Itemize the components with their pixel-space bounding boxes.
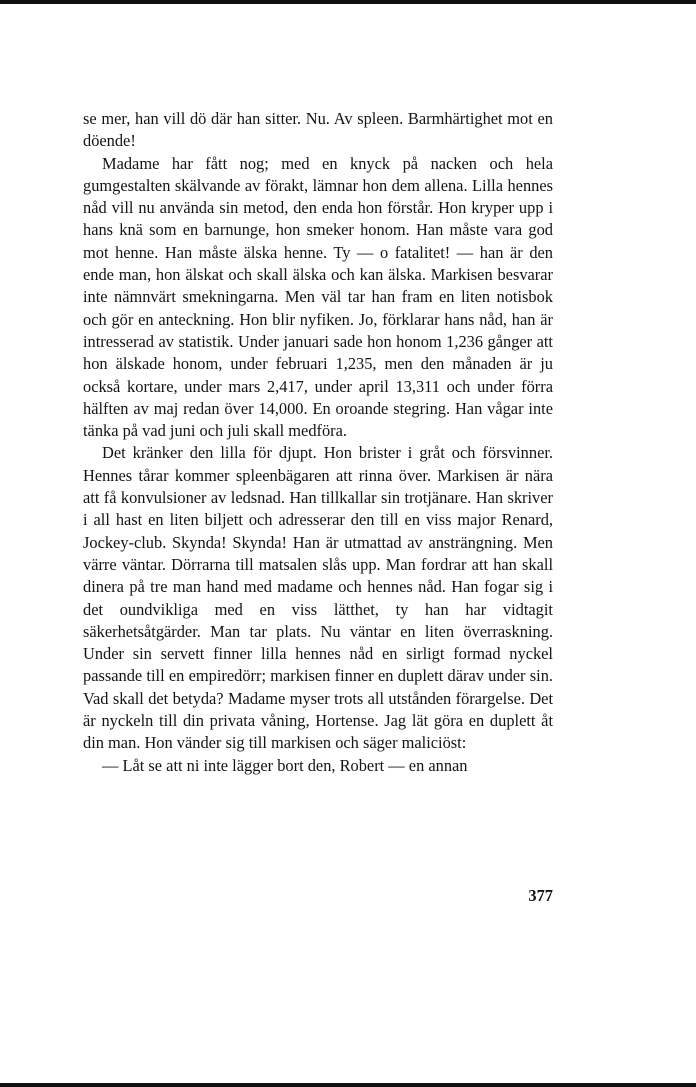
paragraph-3: Det kränker den lilla för djupt. Hon brister i gråt och försvinner. Hennes tårar kommer spleenbägaren att rinna över. Markisen är nära att få konvulsioner av ledsnad. Han tillkallar sin trotjänare. Han skriver i all hast en liten biljett och adresserar den till en viss major Renard, Jockey-club. Skynda! Skynda! Han är utmattad av ansträngning. Men värre väntar. Dörrarna till matsalen slås upp. Man fordrar att han skall dinera på tre man hand med madame och hennes nåd. Han fogar sig i det oundvikliga med en viss lätthet, ty han har vidtagit säkerhetsåtgärder. Man tar plats. Nu väntar en liten överraskning. Under sin servett finner lilla hennes nåd en sirligt formad nyckel passande till en empiredörr; markisen finner en duplett därav under sin. Vad skall det betyda? Madame myser trots all utstånden förargelse. Det är nyckeln till din privata våning, Hortense. Jag lät göra en duplett åt din man. Hon vänder sig till markisen och säger maliciöst: [83,443,553,753]
page-number: 377 [528,886,553,905]
bottom-scan-border [0,1083,696,1087]
top-scan-border [0,0,696,4]
paragraph-2: Madame har fått nog; med en knyck på nacken och hela gumgestalten skälvande av förakt, lämnar hon dem allena. Lilla hennes nåd vill nu använda sin metod, den enda hon förstår. Hon kryper upp i hans knä som en barnunge, hon smeker honom. Han måste vara god mot henne. Han måste älska henne. Ty — o fatalitet! — han är den ende man, hon älskat och skall älska och kan älska. Markisen besvarar inte nämnvärt smekningarna. Men väl tar han fram en liten notisbok och gör en anteckning. Hon blir nyfiken. Jo, förklarar hans nåd, han är intresserad av statistik. Under januari sade hon honom 1,236 gånger att hon älskade honom, under februari 1,235, men den månaden är ju också kortare, under mars 2,417, under april 13,311 och under förra hälften av maj redan över 14,000. En oroande stegring. Han vågar inte tänka på vad juni och juli skall medföra. [83,153,553,441]
paragraph-1: se mer, han vill dö där han sitter. Nu. Av spleen. Barmhärtighet mot en döende! [83,109,553,151]
book-page [83,108,553,777]
paragraph-4: — Låt se att ni inte lägger bort den, Robert — en annan [102,755,468,775]
body-text [83,108,553,777]
